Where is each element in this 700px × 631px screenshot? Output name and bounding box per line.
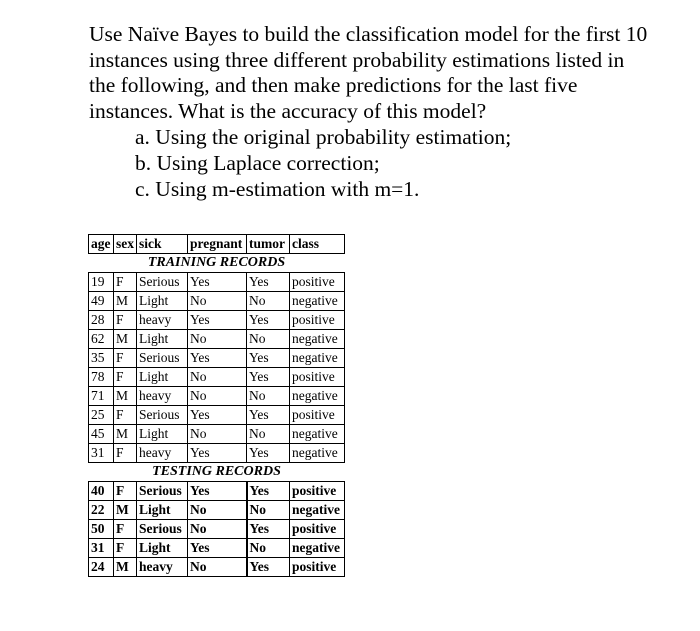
cell-sick: heavy: [137, 558, 188, 577]
option-c: c. Using m-estimation with m=1.: [135, 177, 420, 201]
cell-class: negative: [290, 539, 345, 558]
cell-tumor: Yes: [247, 349, 290, 368]
cell-class: positive: [290, 520, 345, 539]
cell-tumor: Yes: [247, 273, 290, 292]
cell-sex: F: [114, 349, 137, 368]
cell-sex: M: [114, 425, 137, 444]
table-row: [89, 444, 345, 463]
header-row: [89, 235, 345, 254]
cell-pregnant: No: [188, 292, 247, 311]
cell-sick: Light: [137, 425, 188, 444]
cell-class: positive: [290, 368, 345, 387]
cell-class: positive: [290, 273, 345, 292]
cell-pregnant: No: [188, 558, 247, 577]
cell-age: 19: [89, 273, 114, 292]
records-table: [88, 234, 345, 577]
cell-sick: Light: [137, 539, 188, 558]
cell-age: 71: [89, 387, 114, 406]
cell-age: 78: [89, 368, 114, 387]
cell-sex: F: [114, 444, 137, 463]
cell-sick: Serious: [137, 482, 188, 501]
cell-tumor: No: [247, 425, 290, 444]
cell-sex: F: [114, 368, 137, 387]
cell-tumor: No: [247, 387, 290, 406]
table-row: [89, 292, 345, 311]
cell-sick: Light: [137, 368, 188, 387]
cell-age: 31: [89, 539, 114, 558]
cell-tumor: Yes: [247, 406, 290, 425]
cell-sick: Serious: [137, 273, 188, 292]
testing-section-label: TESTING RECORDS: [89, 463, 345, 482]
cell-tumor: Yes: [247, 444, 290, 463]
cell-sex: M: [114, 292, 137, 311]
testing-section-row: [89, 463, 345, 482]
cell-class: positive: [290, 311, 345, 330]
table-row: [89, 273, 345, 292]
table-row: [89, 406, 345, 425]
table-row: [89, 482, 345, 501]
header-sick: sick: [137, 235, 188, 254]
cell-sick: Light: [137, 501, 188, 520]
cell-tumor: Yes: [247, 482, 290, 501]
cell-sex: M: [114, 501, 137, 520]
cell-sex: F: [114, 539, 137, 558]
cell-age: 31: [89, 444, 114, 463]
cell-pregnant: Yes: [188, 444, 247, 463]
table-row: [89, 349, 345, 368]
cell-sex: M: [114, 387, 137, 406]
header-pregnant: pregnant: [188, 235, 247, 254]
cell-class: positive: [290, 558, 345, 577]
cell-pregnant: Yes: [188, 539, 247, 558]
question-line: instances. What is the accuracy of this model?: [89, 98, 487, 123]
cell-tumor: No: [247, 330, 290, 349]
table-row: [89, 368, 345, 387]
cell-tumor: No: [247, 292, 290, 311]
header-class: class: [290, 235, 345, 254]
table-row: [89, 387, 345, 406]
cell-sick: Serious: [137, 349, 188, 368]
cell-tumor: Yes: [247, 311, 290, 330]
cell-age: 40: [89, 482, 114, 501]
table-row: [89, 330, 345, 349]
cell-tumor: No: [247, 501, 290, 520]
cell-pregnant: Yes: [188, 349, 247, 368]
cell-sex: M: [114, 558, 137, 577]
cell-pregnant: Yes: [188, 273, 247, 292]
cell-pregnant: Yes: [188, 482, 247, 501]
cell-pregnant: No: [188, 330, 247, 349]
cell-tumor: Yes: [247, 558, 290, 577]
question-text: [89, 22, 689, 202]
cell-age: 49: [89, 292, 114, 311]
option-a: a. Using the original probability estimation;: [135, 125, 512, 149]
cell-sick: heavy: [137, 387, 188, 406]
cell-pregnant: No: [188, 501, 247, 520]
cell-sex: F: [114, 520, 137, 539]
cell-class: negative: [290, 425, 345, 444]
table-row: [89, 539, 345, 558]
cell-age: 24: [89, 558, 114, 577]
table-row: [89, 501, 345, 520]
table-row: [89, 558, 345, 577]
question-line: the following, and then make predictions for the last five: [89, 73, 578, 97]
question-line: instances using three different probability estimations listed in: [89, 47, 625, 72]
cell-sex: F: [114, 311, 137, 330]
cell-class: negative: [290, 330, 345, 349]
cell-class: negative: [290, 501, 345, 520]
option-list: [135, 124, 689, 202]
cell-sick: heavy: [137, 311, 188, 330]
header-sex: sex: [114, 235, 137, 254]
cell-age: 28: [89, 311, 114, 330]
training-section-label: TRAINING RECORDS: [89, 254, 345, 273]
cell-age: 45: [89, 425, 114, 444]
cell-tumor: Yes: [247, 520, 290, 539]
cell-age: 62: [89, 330, 114, 349]
cell-pregnant: No: [188, 387, 247, 406]
cell-sex: F: [114, 406, 137, 425]
cell-class: positive: [290, 482, 345, 501]
cell-class: negative: [290, 349, 345, 368]
question-line: Use Naïve Bayes to build the classification model for the first 10: [89, 22, 648, 46]
cell-sick: Serious: [137, 520, 188, 539]
cell-pregnant: No: [188, 425, 247, 444]
cell-sick: Light: [137, 330, 188, 349]
table-row: [89, 311, 345, 330]
cell-age: 50: [89, 520, 114, 539]
cell-age: 35: [89, 349, 114, 368]
cell-pregnant: No: [188, 368, 247, 387]
table-row: [89, 520, 345, 539]
cell-sick: heavy: [137, 444, 188, 463]
cell-pregnant: Yes: [188, 311, 247, 330]
cell-tumor: Yes: [247, 368, 290, 387]
cell-sick: Light: [137, 292, 188, 311]
cell-sex: F: [114, 482, 137, 501]
option-b: b. Using Laplace correction;: [135, 151, 380, 175]
header-age: age: [89, 235, 114, 254]
cell-sick: Serious: [137, 406, 188, 425]
cell-class: negative: [290, 444, 345, 463]
cell-sex: M: [114, 330, 137, 349]
cell-class: negative: [290, 387, 345, 406]
header-tumor: tumor: [247, 235, 290, 254]
cell-age: 22: [89, 501, 114, 520]
cell-sex: F: [114, 273, 137, 292]
cell-class: negative: [290, 292, 345, 311]
cell-tumor: No: [247, 539, 290, 558]
cell-age: 25: [89, 406, 114, 425]
cell-class: positive: [290, 406, 345, 425]
cell-pregnant: No: [188, 520, 247, 539]
table-body: [89, 254, 345, 577]
training-section-row: [89, 254, 345, 273]
table-row: [89, 425, 345, 444]
cell-pregnant: Yes: [188, 406, 247, 425]
